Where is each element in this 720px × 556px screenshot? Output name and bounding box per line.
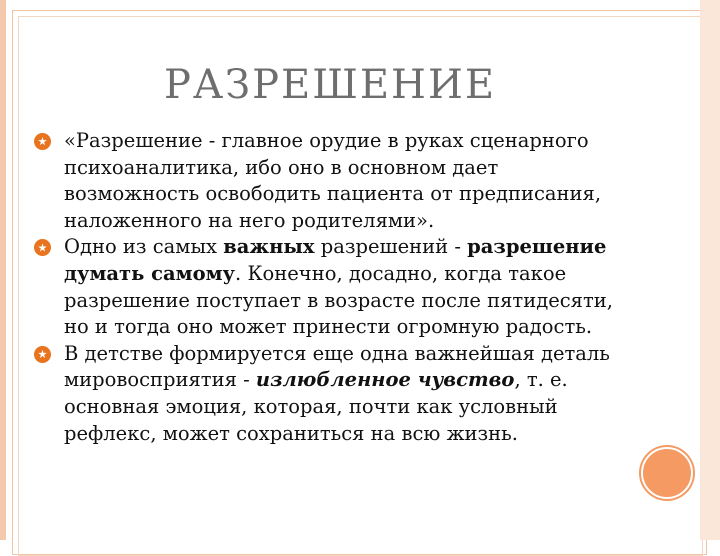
list-item (34, 341, 634, 447)
bold-text: разрешение думать самому (64, 235, 607, 285)
bold-italic-text: излюбленное чувство (255, 368, 515, 392)
bold-text: важных (223, 235, 315, 259)
bullet-text: В детстве формируется еще одна важнейшая деталь мировосприятия - (64, 341, 610, 392)
decorative-circle (641, 447, 693, 499)
star-bullet-icon (34, 133, 51, 150)
bullet-text: , т. е. основная эмоция, которая, почти как условный рефлекс, может сохраниться на всю жизнь. (64, 368, 568, 445)
list-item (34, 234, 634, 340)
star-bullet-icon (34, 346, 51, 363)
slide-title: РАЗРЕШЕНИЕ (163, 62, 497, 108)
bullet-list (34, 128, 634, 447)
bullet-text: «Разрешение - главное орудие в руках сценарного психоаналитика, ибо оно в основном дает возможность освободить пациента от предписания, наложенного на него родителями». (64, 129, 602, 232)
list-item (34, 128, 634, 234)
bullet-text: Одно из самых (64, 235, 224, 259)
star-bullet-icon (34, 239, 51, 256)
bullet-text: разрешений - (314, 235, 468, 259)
frame-right-bar (700, 0, 720, 540)
bullet-text: . Конечно, досадно, когда такое разрешение поступает в возрасте после пятидесяти, но и тогда оно может принести огромную радость. (64, 261, 613, 339)
